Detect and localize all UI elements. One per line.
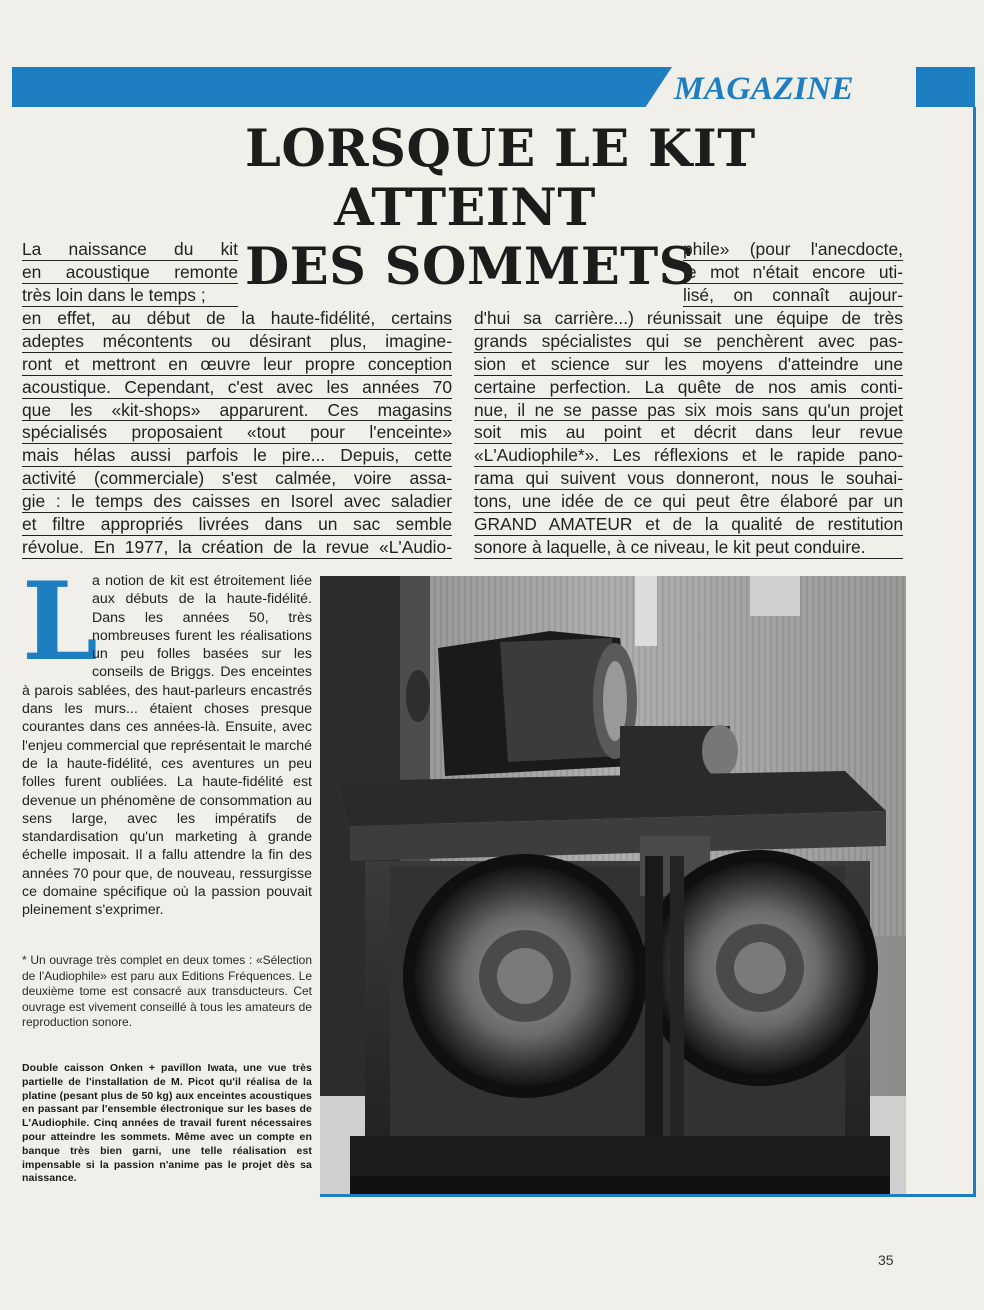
footnote: * Un ouvrage très complet en deux tomes : «Sélection de l'Audiophile» est paru aux Editions Fréquences. Le deuxième tome est consacré aux transducteurs. Cet ouvrage est vivement conseillé à tous les amateurs de reproduction sonore. (22, 953, 312, 1029)
header-bar-left (12, 67, 672, 107)
intro-line: spécialisés proposaient «tout pour l'enceinte» (22, 422, 452, 443)
photo-caption: Double caisson Onken + pavillon Iwata, une vue très partielle de l'installation de M. Picot qu'il réalisa de la platine (pesant plus de 50 kg) aux enceintes acoustiques en passant par l'ensemble électronique sur les bases de L'Audiophile. Cinq années de travail furent nécessaires pour atteindre les sommets. Même avec un compte en banque très bien garni, une telle réalisation est impensable si la passion n'anime pas le projet dès sa naissance. (22, 1062, 312, 1185)
intro-line: GRAND AMATEUR et de la qualité de restitution (474, 514, 903, 535)
speaker-illustration (320, 576, 906, 1194)
sidebar-text (22, 559, 312, 920)
intro-line: lisé, on connaît aujour- (683, 284, 903, 305)
intro-line: La naissance du kit (22, 239, 238, 259)
intro-line: en acoustique remonte (22, 261, 238, 282)
intro-line: acoustique. Cependant, c'est avec les années 70 (22, 376, 452, 397)
intro-line: très loin dans le temps ; (22, 284, 238, 307)
intro-line: ront et mettront en œuvre leur propre conception (22, 353, 452, 374)
intro-line: nue, il ne se passe pas six mois sans qu'un projet (474, 399, 903, 420)
article-title (245, 119, 756, 297)
intro-line: que les «kit-shops» apparurent. Ces magasins (22, 399, 452, 420)
intro-line: sonore à laquelle, à ce niveau, le kit peut conduire. (474, 536, 903, 559)
header-bar-right (916, 67, 975, 107)
intro-line: révolue. En 1977, la création de la revue «L'Audio- (22, 536, 452, 557)
intro-line: et filtre appropriés livrées dans un sac semble (22, 514, 452, 535)
title-line: ATTEINT (334, 178, 596, 238)
intro-line: mais hélas aussi parfois le pire... Depuis, cette (22, 445, 452, 466)
intro-left-wide (22, 307, 452, 559)
intro-line: en effet, au début de la haute-fidélité, certains (22, 308, 452, 328)
title-line: LORSQUE LE KIT (245, 119, 756, 179)
intro-left-narrow (22, 238, 238, 307)
intro-line: gie : le temps des caisses en Isorel avec saladier (22, 491, 452, 512)
intro-right-wide (474, 307, 903, 559)
speaker-photo (320, 576, 906, 1194)
intro-line: rama qui suivent vous donneront, nous le souhai- (474, 468, 903, 489)
intro-line: adeptes mécontents ou désirant plus, imagine- (22, 330, 452, 351)
section-header-band (12, 67, 975, 107)
drop-cap: L (22, 559, 98, 685)
intro-line: phile» (pour l'anecdocte, (683, 239, 903, 259)
intro-line: sion et science sur les moyens d'atteindre une (474, 353, 903, 374)
sidebar-paragraph: a notion de kit est étroitement liée aux débuts de la haute-fidélité. Dans les années 50, très nombreuses furent les réalisations un peu folles basées sur les conseils de Briggs. Des enceintes à parois sablées, des haut-parleurs encastrés dans les murs... étaient choses presque courantes dans ces années-là. Ensuite, avec l'enjeu commercial que représentait le marché de la haute-fidélité, ces aventures un peu folles furent oubliées. La haute-fidélité est devenue un phénomène de consommation au sens large, avec les impératifs de standardisation qu'un marketing à grande échelle imposait. Il a fallu attendre la fin des années 70 pour que, de nouveau, ressurgisse ce domaine spécifique où la passion pouvait pleinement s'exprimer. (22, 573, 312, 919)
intro-line: «L'Audiophile*». Les réflexions et le rapide pano- (474, 445, 903, 466)
intro-line: le mot n'était encore uti- (683, 261, 903, 282)
page-number: 35 (878, 1252, 894, 1268)
right-margin-rule (973, 107, 976, 1197)
intro-line: certaine perfection. La quête de nos amis conti- (474, 376, 903, 397)
title-line: DES SOMMETS (245, 237, 697, 297)
intro-line: activité (commerciale) s'est calmée, voire assa- (22, 468, 452, 489)
intro-line: tons, une idée de ce qui peut être élaboré par un (474, 491, 903, 512)
intro-right-narrow (683, 238, 903, 307)
intro-line: grands spécialistes qui se penchèrent avec pas- (474, 330, 903, 351)
intro-line: soit mis au point et décrit dans leur revue (474, 422, 903, 443)
intro-line: d'hui sa carrière...) réunissait une équipe de très (474, 308, 903, 328)
bottom-rule (320, 1194, 976, 1197)
section-label: MAGAZINE (674, 71, 854, 107)
